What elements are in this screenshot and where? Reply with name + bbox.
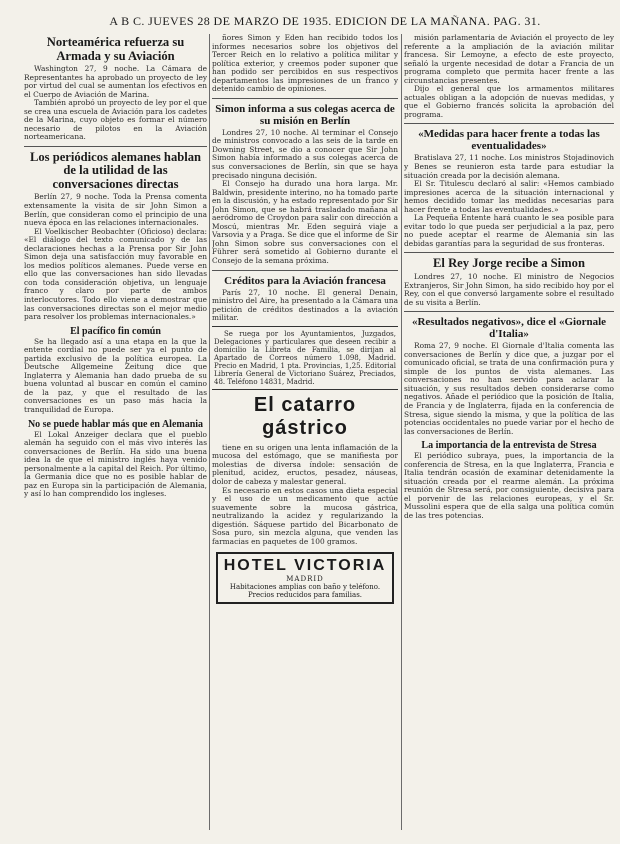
divider: [404, 123, 614, 124]
paragraph: El periódico subraya, pues, la importancia de la conferencia de Stresa, en la que Inglaterra, Francia e Italia tendrán ocasión de examinar detenidamente la situación creada por el rearme alemán. La próxima reunión de Stresa será, por consiguiente, decisiva para el porvenir de las relaciones europeas, y el Sr. Mussolini espera que de ella salga una política común de las tres potencias.: [404, 451, 614, 521]
headline-giornale: «Resultados negativos», dice el «Giornale d'Italia»: [411, 316, 607, 341]
paragraph: Berlín 27, 9 noche. Toda la Prensa comenta extensamente la visita de sir John Simon a Berlín, que consideran como el principio de una nueva época en las relaciones internacionales.: [24, 192, 207, 228]
paragraph: Washington 27, 9 noche. La Cámara de Representantes ha aprobado un proyecto de ley por virtud del cual se aumentan los efectivos en el Cuerpo de Aviación de Marina.: [24, 64, 207, 99]
headline-periodicos-alemanes: Los periódicos alemanes hablan de la utilidad de las conversaciones directas: [29, 149, 202, 191]
ad-paragraph: tiene en su origen una lenta inflamación de la mucosa del estómago, que se manifiesta por molestias de diversa índole: sensación de plenitud, acidez, eructos, pesadez, náuseas, dolor de cabeza y malestar general.: [212, 442, 398, 486]
paragraph: misión parlamentaria de Aviación el proyecto de ley referente a la ampliación de la aviación militar francesa. Sir Lemoyne, a efecto de este proyecto, señaló la urgente necesidad de dotar a Francia de un programa completo que permita hacer frente a las circunstancias presentes.: [404, 34, 614, 85]
paragraph: El Consejo ha durado una hora larga. Mr. Baldwin, presidente interino, no ha tomado parte en la discusión, y ha estado representado por Sir John Simon, que se habrá trasladado mañana al aeródromo de Croydon para salir con dirección a Moscú, mientras Mr. Eden seguirá viaje a Varsovia y a Praga. Se dice que el informe de Sir John Simon sobre sus conversaciones con el Führer será sometido al Gobierno durante el Consejo de la semana próxima.: [212, 179, 398, 266]
divider: [212, 270, 398, 271]
paragraph: Londres 27, 10 noche. El ministro de Negocios Extranjeros, Sir John Simon, ha sido recibido hoy por el Rey, con el que conversó largamente sobre el resultado de su visita a Berlín.: [404, 271, 614, 307]
column-1: [24, 34, 207, 834]
subheading-pacifico: El pacífico fin común: [70, 325, 161, 337]
column-rule: [401, 34, 402, 830]
headline-medidas: «Medidas para hacer frente a todas las eventualidades»: [418, 128, 600, 153]
column-rule: [209, 34, 210, 830]
column-2: [212, 34, 398, 834]
subheading-stresa: La importancia de la entrevista de Stresa: [421, 440, 597, 452]
paragraph: Se ha llegado así a una etapa en la que la entente cordial no puede ser ya el punto de partida exclusivo de la política europea. La Deutsche Allgemeine Zeitung dice que Inglaterra y Alemania han dado prueba de su buena voluntad al buscar en común el camino de la paz, y que el resultado de las conversaciones es un paso más hacia la tranquilidad de Europa.: [24, 336, 207, 414]
paragraph: París 27, 10 noche. El general Denain, ministro del Aire, ha presentado a la Cámara una petición de créditos destinados a la aviación militar.: [212, 287, 398, 323]
ad-catarro-title: El catarro gástrico: [253, 393, 357, 439]
hotel-text: Habitaciones amplias con baño y teléfono. Precios reducidos para familias.: [229, 583, 381, 600]
divider: [24, 146, 207, 147]
paragraph: Bratislava 27, 11 noche. Los ministros Stojadinovich y Benes se reunieron esta tarde para estudiar la situación creada por la decisión alemana.: [404, 153, 614, 180]
notice-text: Se ruega por los Ayuntamientos, Juzgados, Delegaciones y particulares que deseen recibir a domicilio la Libreta de Familia, se dirijan al Apartado de Correos número 1.098, Madrid. Precio en Madrid, 1 pta. Provincias, 1,25. Editorial Librería General de Victoriano Suárez, Preciados, 48. Teléfono 14831, Madrid.: [214, 329, 396, 386]
hotel-ad: [216, 552, 394, 604]
hotel-city: MADRID: [286, 575, 324, 584]
headline-simon-informa: Simon informa a sus colegas acerca de su misión en Berlín: [215, 102, 395, 127]
headline-creditos-aviacion: Créditos para la Aviación francesa: [224, 274, 386, 287]
hotel-name: HOTEL VICTORIA: [223, 557, 387, 575]
column-3: [404, 34, 614, 834]
paragraph: El Lokal Anzeiger declara que el pueblo alemán ha seguido con el más vivo interés las conversaciones de Berlín. Ha sido una buena idea la de que el ministro inglés haya venido personalmente a la capital del Reich. Por último, la Germania dice que no es posible hablar de paz en Europa sin la participación de Alemania, y así lo han comprendido los ingleses.: [24, 429, 207, 499]
headline-norteamerica: Norteamérica refuerza su Armada y su Aviación: [46, 35, 185, 63]
paragraph: Dijo el general que los armamentos militares actuales obligan a la adopción de nuevas medidas, y que el Gobierno francés solicita la aprobación del programa.: [404, 84, 614, 119]
page-header: A B C. JUEVES 28 DE MARZO DE 1935. EDICION DE LA MAÑANA. PAG. 31.: [109, 14, 541, 28]
notice-box: [212, 326, 398, 390]
divider: [212, 98, 398, 99]
paragraph: ñores Simon y Eden han recibido todos los informes necesarios sobre los objetivos del Tercer Reich en lo relativo a política militar y política exterior, y creemos poder suponer que han podido ser percibidos en sus respectivos departamentos las impresiones de un franco y detenido cambio de opiniones.: [212, 34, 398, 94]
divider: [404, 311, 614, 312]
paragraph: Londres 27, 10 noche. Al terminar el Consejo de ministros convocado a las seis de la tarde en Downing Street, se dio a conocer que Sir John Simon había informado a sus colegas acerca de sus conversaciones de Berlín, sin que se haya precisado ninguna decisión.: [212, 127, 398, 180]
paragraph: Roma 27, 9 noche. El Giornale d'Italia comenta las conversaciones de Berlín y dice que, a juzgar por el comunicado oficial, se trata de una confirmación pura y simple de los puntos de vista alemanes. Las conversaciones no han servido para aclarar la situación, y sus resultados deben considerarse como negativos. Añade el periódico que la posición de Italia, de Francia y de Inglaterra, fijada en la conferencia de Stresa, sigue siendo la misma, y que la política de las potencias occidentales no puede variar por el hecho de las conversaciones de Berlín.: [404, 341, 614, 436]
divider: [404, 252, 614, 253]
subheading-alemania: No se puede hablar más que en Alemania: [27, 418, 204, 430]
paragraph: También aprobó un proyecto de ley por el que se crea una escuela de Aviación para los cadetes de la Marina, cuyo objeto es formar el número necesario de pilotos en la Aviación norteamericana.: [24, 98, 207, 142]
paragraph: El Sr. Titulescu declaró al salir: «Hemos cambiado impresiones acerca de la situación internacional y hemos decidido tomar las medidas necesarias para hacer frente a todas las eventualidades.»: [404, 179, 614, 214]
headline-rey-jorge: El Rey Jorge recibe a Simon: [433, 256, 585, 271]
paragraph: La Pequeña Entente hará cuanto le sea posible para evitar todo lo que pueda ser perjudicial a la paz, pero no puede aceptar el rearme de Alemania sin las debidas garantías para la seguridad de sus fronteras.: [404, 213, 614, 248]
ad-paragraph: Es necesario en estos casos una dieta especial y el uso de un medicamento que actúe suavemente sobre la mucosa gástrica, neutralizando la acidez y regularizando la digestión. Sáquese partido del Bicarbonato de Sosa puro, sin mezcla alguna, que venden las farmacias en paquetes de 100 gramos.: [212, 485, 398, 546]
paragraph: El Voelkischer Beobachter (Oficioso) declara: «El diálogo del texto comunicado y de las declaraciones hechas a la Prensa por Sir John Simon deja una satisfacción muy favorable en los medios políticos alemanes. Puede verse en ello que las conversaciones han sido llevadas con toda consideración objetiva, un lenguaje franco y claro por parte de ambos interlocutores. Todo ello viene a demostrar que las conversaciones directas son el mejor medio para resolver los problemas internacionales.»: [24, 226, 207, 322]
